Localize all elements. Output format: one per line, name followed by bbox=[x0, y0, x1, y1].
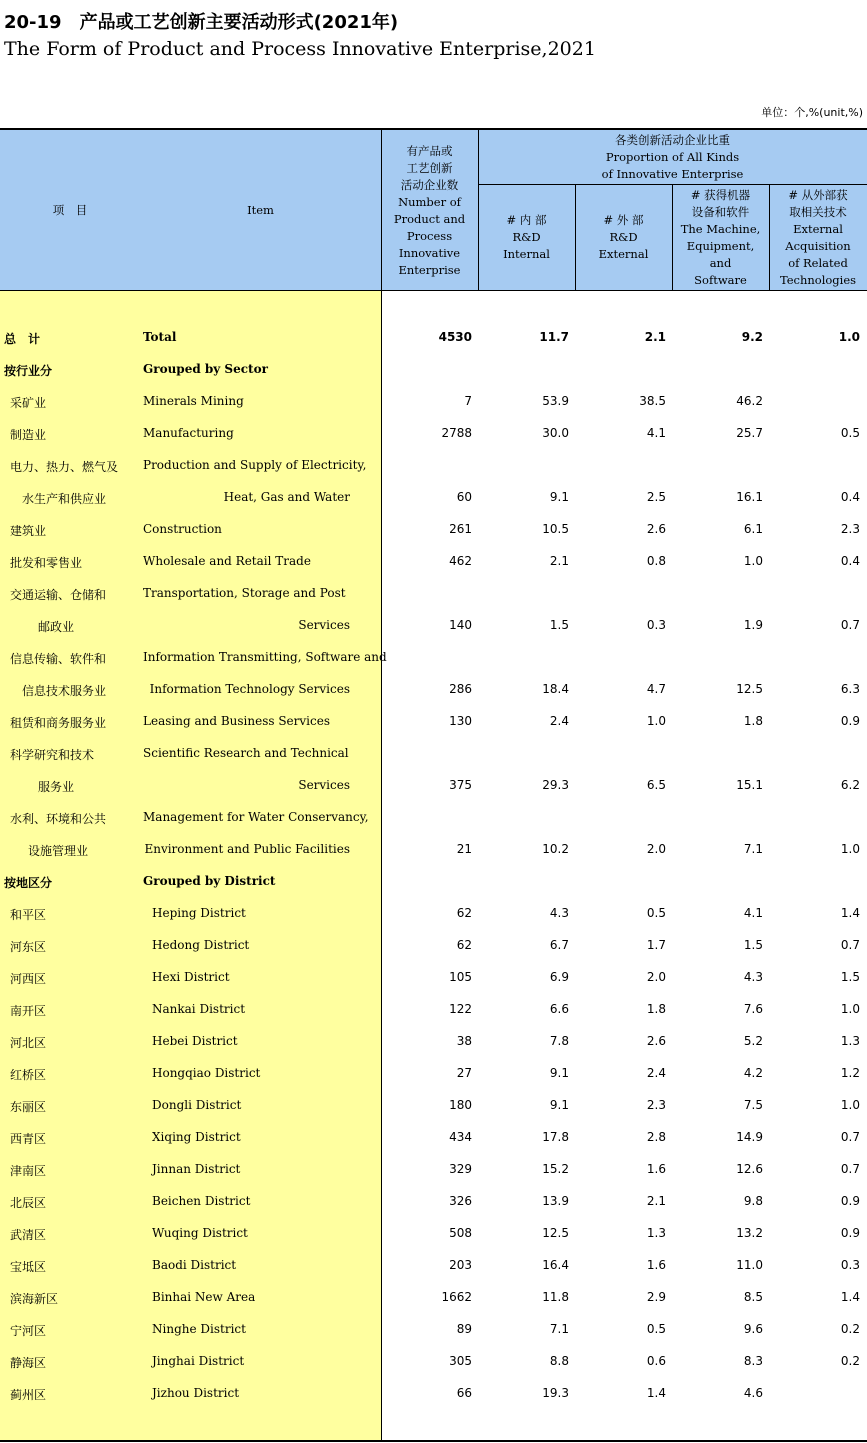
row-value: 7.1 bbox=[549, 1322, 569, 1336]
row-value: 0.5 bbox=[646, 906, 666, 920]
row-value: 6.9 bbox=[549, 970, 569, 984]
row-value: 1.5 bbox=[743, 938, 763, 952]
row-label-en: Transportation, Storage and Post bbox=[143, 586, 346, 600]
row-value: 30.0 bbox=[542, 426, 569, 440]
row-value: 29.3 bbox=[542, 778, 569, 792]
row-value: 9.8 bbox=[743, 1194, 763, 1208]
row-label-en: Grouped by Sector bbox=[143, 362, 268, 376]
row-value: 6.3 bbox=[840, 682, 860, 696]
table-row bbox=[0, 1000, 867, 1020]
row-label-en: Information Transmitting, Software and bbox=[143, 650, 387, 664]
row-value: 46.2 bbox=[736, 394, 763, 408]
row-value: 0.4 bbox=[840, 554, 860, 568]
row-label-cn: 静海区 bbox=[10, 1356, 47, 1370]
row-value: 1.7 bbox=[646, 938, 666, 952]
row-label-en: Information Technology Services bbox=[149, 682, 350, 696]
row-label-en: Grouped by District bbox=[143, 874, 276, 888]
row-value: 10.5 bbox=[542, 522, 569, 536]
row-value: 62 bbox=[456, 906, 472, 920]
row-label-en: Binhai New Area bbox=[152, 1290, 256, 1304]
table-header bbox=[0, 128, 867, 291]
table-row bbox=[0, 1064, 867, 1084]
row-value: 2.0 bbox=[646, 970, 666, 984]
row-value: 13.2 bbox=[736, 1226, 763, 1240]
row-value: 0.3 bbox=[840, 1258, 860, 1272]
header-line: and bbox=[709, 255, 732, 270]
table-row bbox=[0, 1224, 867, 1244]
header-line: Innovative bbox=[398, 245, 461, 260]
header-line: The Machine, bbox=[680, 221, 761, 236]
table-row bbox=[0, 1320, 867, 1340]
row-value: 1.0 bbox=[743, 554, 763, 568]
row-label-en: Construction bbox=[143, 522, 222, 536]
row-label-cn: 津南区 bbox=[10, 1164, 47, 1178]
row-value: 17.8 bbox=[542, 1130, 569, 1144]
row-value: 2.9 bbox=[646, 1290, 666, 1304]
row-value: 0.6 bbox=[646, 1354, 666, 1368]
row-value: 1.4 bbox=[646, 1386, 666, 1400]
row-value: 1.4 bbox=[840, 906, 860, 920]
row-value: 1.3 bbox=[840, 1034, 860, 1048]
table-row bbox=[0, 1128, 867, 1148]
table-row bbox=[0, 392, 867, 412]
row-value: 1.8 bbox=[646, 1002, 666, 1016]
header-line: # 内 部 bbox=[506, 213, 547, 227]
row-label-en: Hexi District bbox=[152, 970, 230, 984]
row-label-en: Environment and Public Facilities bbox=[144, 842, 350, 856]
header-line: Proportion of All Kinds bbox=[605, 149, 740, 164]
row-label-cn: 红桥区 bbox=[10, 1068, 47, 1082]
row-value: 4.7 bbox=[646, 682, 666, 696]
row-value: 10.2 bbox=[542, 842, 569, 856]
table-row bbox=[0, 584, 867, 604]
row-value: 7.8 bbox=[549, 1034, 569, 1048]
row-label-en: Nankai District bbox=[152, 1002, 246, 1016]
row-value: 9.1 bbox=[549, 490, 569, 504]
row-value: 1.9 bbox=[743, 618, 763, 632]
row-value: 2.6 bbox=[646, 522, 666, 536]
row-value: 0.7 bbox=[840, 1130, 860, 1144]
header-line: External bbox=[598, 247, 649, 261]
row-label-cn: 和平区 bbox=[10, 908, 47, 922]
row-value: 180 bbox=[449, 1098, 472, 1112]
row-label-cn: 水利、环境和公共 bbox=[10, 812, 107, 826]
table-bottom-border bbox=[0, 1440, 867, 1442]
header-line: Technologies bbox=[779, 272, 857, 287]
row-value: 38.5 bbox=[639, 394, 666, 408]
row-value: 1.3 bbox=[646, 1226, 666, 1240]
row-value: 18.4 bbox=[542, 682, 569, 696]
row-value: 105 bbox=[449, 970, 472, 984]
header-line: Acquisition bbox=[785, 238, 851, 253]
table-row bbox=[0, 872, 867, 892]
row-value: 7.5 bbox=[743, 1098, 763, 1112]
row-label-cn: 蓟州区 bbox=[10, 1388, 47, 1402]
table-row bbox=[0, 1192, 867, 1212]
row-value: 14.9 bbox=[736, 1130, 763, 1144]
row-label-cn: 服务业 bbox=[38, 780, 75, 794]
table-row bbox=[0, 776, 867, 796]
row-value: 16.1 bbox=[736, 490, 763, 504]
row-label-en: Wholesale and Retail Trade bbox=[143, 554, 311, 568]
row-label-en: Heping District bbox=[152, 906, 246, 920]
header-line: Process bbox=[406, 228, 453, 243]
row-value: 462 bbox=[449, 554, 472, 568]
table-row bbox=[0, 648, 867, 668]
table-row bbox=[0, 1160, 867, 1180]
row-label-cn: 电力、热力、燃气及 bbox=[10, 460, 119, 474]
header-line: 各类创新活动企业比重 bbox=[615, 132, 730, 147]
row-value: 2.1 bbox=[644, 330, 666, 344]
row-value: 2.1 bbox=[646, 1194, 666, 1208]
row-value: 2.3 bbox=[840, 522, 860, 536]
row-value: 0.7 bbox=[840, 1162, 860, 1176]
row-label-en: Leasing and Business Services bbox=[143, 714, 330, 728]
row-value: 21 bbox=[456, 842, 472, 856]
row-value: 2.3 bbox=[646, 1098, 666, 1112]
row-value: 122 bbox=[449, 1002, 472, 1016]
row-label-en: Wuqing District bbox=[152, 1226, 248, 1240]
row-value: 2.5 bbox=[646, 490, 666, 504]
row-value: 0.9 bbox=[840, 714, 860, 728]
table-row bbox=[0, 360, 867, 380]
row-value: 0.9 bbox=[840, 1226, 860, 1240]
row-value: 11.0 bbox=[736, 1258, 763, 1272]
row-value: 19.3 bbox=[542, 1386, 569, 1400]
header-line: # 获得机器 bbox=[690, 187, 751, 202]
row-value: 6.2 bbox=[840, 778, 860, 792]
row-value: 0.2 bbox=[840, 1354, 860, 1368]
row-value: 305 bbox=[449, 1354, 472, 1368]
header-line: Enterprise bbox=[398, 262, 461, 277]
table-title-en: The Form of Product and Process Innovative Enterprise,2021 bbox=[4, 38, 596, 60]
row-value: 0.4 bbox=[840, 490, 860, 504]
table-row bbox=[0, 552, 867, 572]
row-label-cn: 建筑业 bbox=[10, 524, 47, 538]
header-line: Internal bbox=[503, 247, 550, 261]
row-label-en: Hebei District bbox=[152, 1034, 238, 1048]
row-value: 1.2 bbox=[840, 1066, 860, 1080]
row-value: 38 bbox=[456, 1034, 472, 1048]
row-value: 0.7 bbox=[840, 618, 860, 632]
row-value: 326 bbox=[449, 1194, 472, 1208]
row-label-en: Manufacturing bbox=[143, 426, 234, 440]
table-row bbox=[0, 968, 867, 988]
row-value: 8.5 bbox=[743, 1290, 763, 1304]
header-line: Equipment, bbox=[686, 238, 755, 253]
table-row bbox=[0, 808, 867, 828]
row-value: 25.7 bbox=[736, 426, 763, 440]
row-value: 130 bbox=[449, 714, 472, 728]
row-value: 53.9 bbox=[542, 394, 569, 408]
row-label-en: Heat, Gas and Water bbox=[223, 490, 350, 504]
row-label-en: Production and Supply of Electricity, bbox=[143, 458, 367, 472]
table-title-cn: 20-19 产品或工艺创新主要活动形式(2021年) bbox=[4, 12, 399, 33]
row-value: 0.5 bbox=[646, 1322, 666, 1336]
header-line: of Innovative Enterprise bbox=[601, 166, 744, 181]
row-value: 2.4 bbox=[646, 1066, 666, 1080]
row-value: 11.8 bbox=[542, 1290, 569, 1304]
row-value: 11.7 bbox=[539, 330, 569, 344]
row-value: 62 bbox=[456, 938, 472, 952]
header-line: Number of bbox=[398, 194, 461, 209]
table-row bbox=[0, 904, 867, 924]
row-value: 2.8 bbox=[646, 1130, 666, 1144]
row-value: 1.6 bbox=[646, 1258, 666, 1272]
header-line: 活动企业数 bbox=[400, 177, 459, 192]
row-label-cn: 制造业 bbox=[10, 428, 47, 442]
table-row bbox=[0, 1032, 867, 1052]
row-value: 1.0 bbox=[838, 330, 860, 344]
row-label-cn: 邮政业 bbox=[38, 620, 75, 634]
row-value: 508 bbox=[449, 1226, 472, 1240]
row-value: 6.6 bbox=[549, 1002, 569, 1016]
row-value: 8.8 bbox=[549, 1354, 569, 1368]
header-item-en: Item bbox=[247, 203, 274, 217]
header-line: R&D bbox=[609, 230, 638, 244]
row-value: 7.6 bbox=[743, 1002, 763, 1016]
unit-label: 单位：个,%(unit,%) bbox=[761, 106, 863, 119]
row-value: 2.6 bbox=[646, 1034, 666, 1048]
row-value: 66 bbox=[456, 1386, 472, 1400]
row-value: 16.4 bbox=[542, 1258, 569, 1272]
row-value: 140 bbox=[449, 618, 472, 632]
table-row bbox=[0, 1096, 867, 1116]
row-value: 7.1 bbox=[743, 842, 763, 856]
row-value: 2.0 bbox=[646, 842, 666, 856]
table-row bbox=[0, 424, 867, 444]
row-value: 0.3 bbox=[646, 618, 666, 632]
table-row bbox=[0, 744, 867, 764]
row-value: 27 bbox=[456, 1066, 472, 1080]
header-item-cn: 项 目 bbox=[52, 203, 88, 217]
row-value: 7 bbox=[464, 394, 472, 408]
row-value: 1.4 bbox=[840, 1290, 860, 1304]
row-value: 5.2 bbox=[743, 1034, 763, 1048]
table-row bbox=[0, 1352, 867, 1372]
row-value: 1.8 bbox=[743, 714, 763, 728]
row-value: 60 bbox=[456, 490, 472, 504]
row-value: 6.5 bbox=[646, 778, 666, 792]
header-line: # 从外部获 bbox=[788, 187, 848, 202]
row-value: 12.5 bbox=[736, 682, 763, 696]
row-label-cn: 滨海新区 bbox=[10, 1292, 59, 1306]
row-value: 6.7 bbox=[549, 938, 569, 952]
row-label-en: Minerals Mining bbox=[143, 394, 244, 408]
header-line: External bbox=[793, 221, 843, 236]
row-label-en: Management for Water Conservancy, bbox=[143, 810, 369, 824]
row-value: 2.1 bbox=[549, 554, 569, 568]
row-label-en: Total bbox=[143, 330, 177, 344]
row-value: 0.8 bbox=[646, 554, 666, 568]
header-line: 工艺创新 bbox=[406, 160, 453, 175]
table-row bbox=[0, 1288, 867, 1308]
row-value: 13.9 bbox=[542, 1194, 569, 1208]
row-label-cn: 按地区分 bbox=[4, 876, 53, 890]
row-label-en: Dongli District bbox=[152, 1098, 242, 1112]
row-value: 434 bbox=[449, 1130, 472, 1144]
header-line: # 外 部 bbox=[603, 213, 644, 227]
header-line: 设备和软件 bbox=[691, 204, 750, 219]
row-label-en: Hedong District bbox=[152, 938, 250, 952]
row-label-cn: 租赁和商务服务业 bbox=[10, 716, 107, 730]
row-label-en: Jizhou District bbox=[152, 1386, 240, 1400]
row-label-cn: 信息技术服务业 bbox=[22, 684, 107, 698]
row-value: 1.5 bbox=[840, 970, 860, 984]
row-value: 286 bbox=[449, 682, 472, 696]
row-label-en: Services bbox=[298, 618, 350, 632]
row-value: 1.0 bbox=[840, 1098, 860, 1112]
header-technologies bbox=[769, 184, 867, 291]
table-row bbox=[0, 456, 867, 476]
table-row bbox=[0, 1256, 867, 1276]
row-value: 261 bbox=[449, 522, 472, 536]
row-label-en: Beichen District bbox=[152, 1194, 251, 1208]
header-line: 有产品或 bbox=[406, 143, 453, 158]
header-proportion bbox=[478, 130, 867, 184]
row-value: 4530 bbox=[438, 330, 472, 344]
header-line: 取相关技术 bbox=[789, 204, 847, 219]
header-rd-external bbox=[575, 184, 672, 291]
row-value: 4.1 bbox=[646, 426, 666, 440]
row-label-cn: 信息传输、软件和 bbox=[10, 652, 107, 666]
row-label-cn: 南开区 bbox=[10, 1004, 47, 1018]
row-label-cn: 河西区 bbox=[10, 972, 47, 986]
row-label-en: Jinghai District bbox=[152, 1354, 245, 1368]
row-value: 203 bbox=[449, 1258, 472, 1272]
row-value: 6.1 bbox=[743, 522, 763, 536]
table-row bbox=[0, 616, 867, 636]
row-label-cn: 宁河区 bbox=[10, 1324, 47, 1338]
row-value: 4.6 bbox=[743, 1386, 763, 1400]
row-value: 9.1 bbox=[549, 1066, 569, 1080]
table-row bbox=[0, 1384, 867, 1404]
row-value: 0.2 bbox=[840, 1322, 860, 1336]
table-row bbox=[0, 712, 867, 732]
row-label-en: Scientific Research and Technical bbox=[143, 746, 349, 760]
table-row bbox=[0, 328, 867, 348]
table-row bbox=[0, 680, 867, 700]
row-value: 2.4 bbox=[549, 714, 569, 728]
row-value: 2788 bbox=[441, 426, 472, 440]
row-value: 1662 bbox=[441, 1290, 472, 1304]
row-label-cn: 水生产和供应业 bbox=[22, 492, 107, 506]
row-label-en: Xiqing District bbox=[152, 1130, 241, 1144]
header-enterprise-count bbox=[381, 130, 478, 291]
row-value: 15.2 bbox=[542, 1162, 569, 1176]
row-label-cn: 批发和零售业 bbox=[10, 556, 83, 570]
row-value: 1.0 bbox=[840, 1002, 860, 1016]
row-label-cn: 科学研究和技术 bbox=[10, 748, 95, 762]
row-label-en: Baodi District bbox=[152, 1258, 237, 1272]
row-label-cn: 武清区 bbox=[10, 1228, 47, 1242]
row-label-cn: 河北区 bbox=[10, 1036, 47, 1050]
row-value: 4.3 bbox=[549, 906, 569, 920]
row-value: 12.6 bbox=[736, 1162, 763, 1176]
header-line: Software bbox=[694, 272, 747, 287]
row-label-cn: 设施管理业 bbox=[28, 844, 89, 858]
row-label-cn: 东丽区 bbox=[10, 1100, 47, 1114]
row-value: 0.5 bbox=[840, 426, 860, 440]
row-label-cn: 交通运输、仓储和 bbox=[10, 588, 107, 602]
row-value: 329 bbox=[449, 1162, 472, 1176]
row-label-en: Services bbox=[298, 778, 350, 792]
row-value: 12.5 bbox=[542, 1226, 569, 1240]
table-row bbox=[0, 488, 867, 508]
row-label-cn: 按行业分 bbox=[4, 364, 53, 378]
header-line: of Related bbox=[788, 255, 848, 270]
row-value: 4.2 bbox=[743, 1066, 763, 1080]
header-rd-internal bbox=[478, 184, 575, 291]
row-value: 8.3 bbox=[743, 1354, 763, 1368]
row-value: 1.5 bbox=[549, 618, 569, 632]
row-value: 9.1 bbox=[549, 1098, 569, 1112]
row-value: 4.3 bbox=[743, 970, 763, 984]
table-row bbox=[0, 520, 867, 540]
header-line: Product and bbox=[393, 211, 466, 226]
table-row bbox=[0, 840, 867, 860]
header-line: R&D bbox=[512, 230, 541, 244]
row-label-cn: 北辰区 bbox=[10, 1196, 47, 1210]
row-label-cn: 宝坻区 bbox=[10, 1260, 47, 1274]
row-value: 1.0 bbox=[840, 842, 860, 856]
row-value: 0.7 bbox=[840, 938, 860, 952]
row-label-cn: 河东区 bbox=[10, 940, 47, 954]
row-value: 1.0 bbox=[646, 714, 666, 728]
row-value: 4.1 bbox=[743, 906, 763, 920]
row-label-en: Ninghe District bbox=[152, 1322, 246, 1336]
row-label-cn: 总 计 bbox=[4, 332, 41, 346]
row-label-cn: 采矿业 bbox=[10, 396, 47, 410]
row-value: 1.6 bbox=[646, 1162, 666, 1176]
row-label-en: Jinnan District bbox=[152, 1162, 241, 1176]
row-label-en: Hongqiao District bbox=[152, 1066, 261, 1080]
row-value: 375 bbox=[449, 778, 472, 792]
row-value: 9.2 bbox=[741, 330, 763, 344]
row-value: 89 bbox=[456, 1322, 472, 1336]
header-machine bbox=[672, 184, 769, 291]
row-label-cn: 西青区 bbox=[10, 1132, 47, 1146]
table-row bbox=[0, 936, 867, 956]
row-value: 15.1 bbox=[736, 778, 763, 792]
row-value: 9.6 bbox=[743, 1322, 763, 1336]
row-value: 0.9 bbox=[840, 1194, 860, 1208]
